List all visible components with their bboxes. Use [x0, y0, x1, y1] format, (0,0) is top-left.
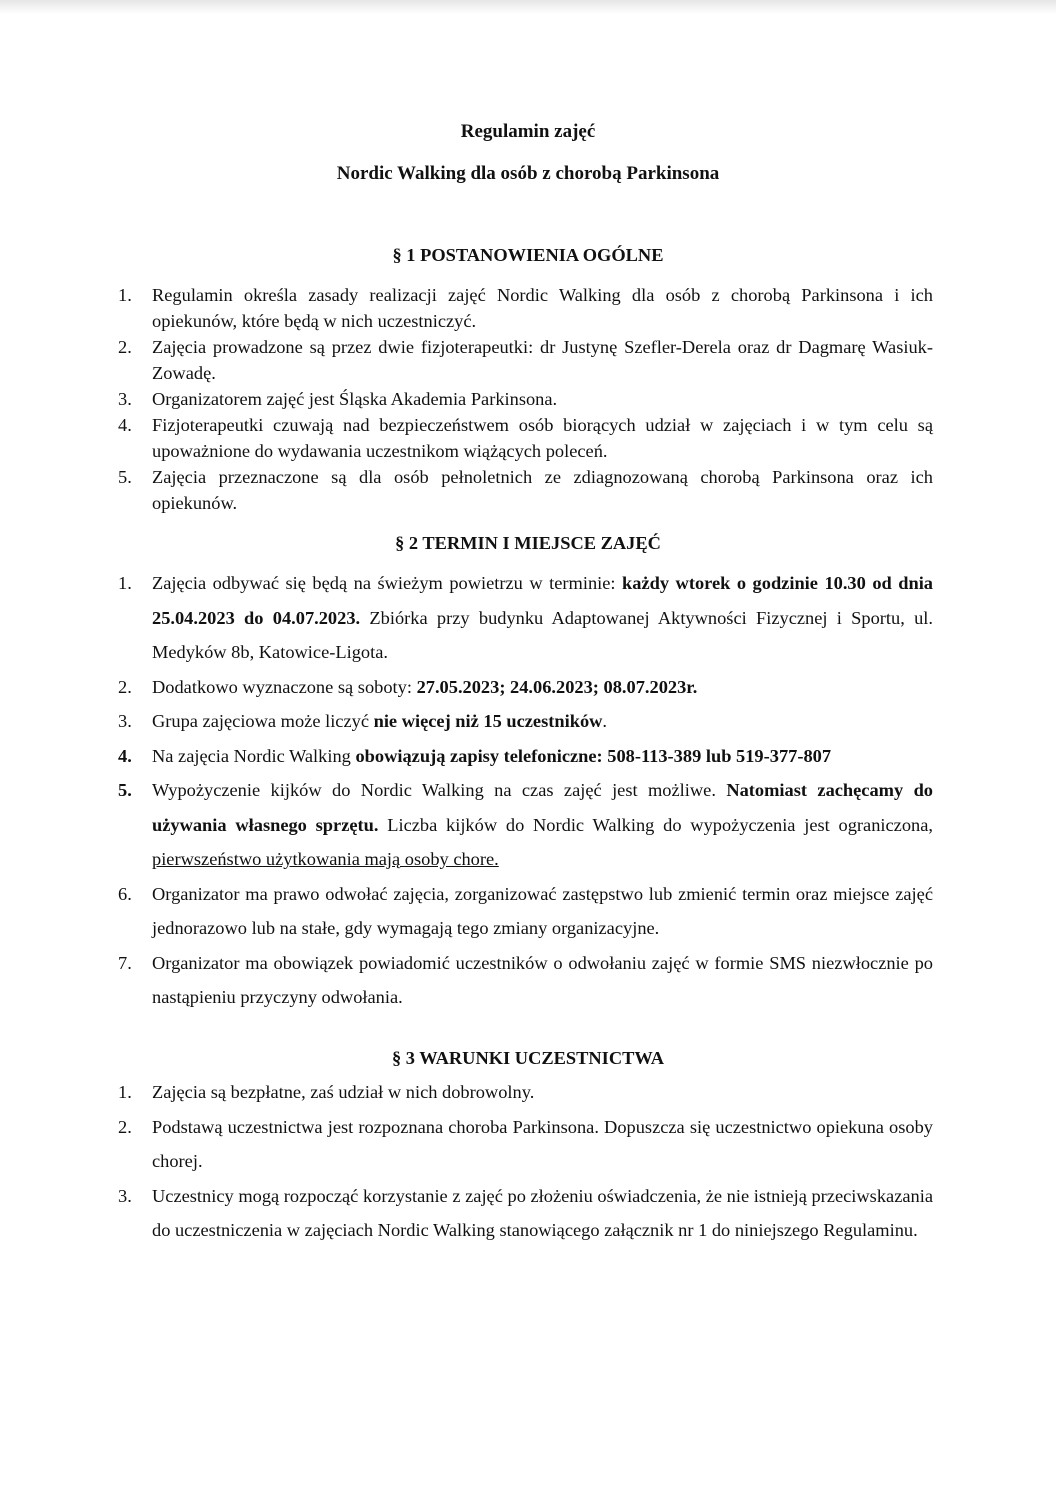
item-text: Podstawą uczestnictwa jest rozpoznana choroba Parkinsona. Dopuszcza się uczestnictwo opiekuna osoby chorej.: [152, 1116, 933, 1171]
list-item: [0, 464, 933, 516]
item-number: 3.: [118, 1185, 132, 1206]
item-text: Grupa zajęciowa może liczyć: [152, 711, 374, 731]
item-underlined-text: pierwszeństwo użytkowania mają osoby chore.: [152, 849, 499, 869]
list-item: [0, 386, 933, 412]
item-number: 5.: [118, 467, 132, 487]
item-text: Zajęcia przeznaczone są dla osób pełnoletnich ze zdiagnozowaną chorobą Parkinsona oraz ich opiekunów.: [152, 467, 933, 513]
item-text: Liczba kijków do Nordic Walking do wypożyczenia jest ograniczona,: [378, 814, 933, 835]
item-number: 4.: [118, 415, 132, 435]
section-2-heading: § 2 TERMIN I MIEJSCE ZAJĘĆ: [395, 533, 661, 553]
item-number: 1.: [118, 285, 132, 305]
list-item: [0, 704, 933, 739]
list-item: [0, 946, 933, 1015]
item-text: .: [602, 711, 608, 731]
document-title: Regulamin zajęć: [460, 121, 596, 142]
list-item: [0, 282, 933, 334]
list-item: [0, 877, 933, 946]
page-top-shadow: [0, 0, 1056, 14]
section-1-heading: § 1 POSTANOWIENIA OGÓLNE: [392, 245, 664, 265]
section-3-list: [0, 1075, 933, 1248]
section-1-list: [0, 282, 933, 516]
list-item: [0, 670, 933, 705]
item-number: 4.: [118, 745, 132, 766]
item-text: Organizator ma prawo odwołać zajęcia, zorganizować zastępstwo lub zmienić termin oraz miejsce zajęć jednorazowo lub na stałe, gdy wymagają tego zmiany organizacyjne.: [152, 883, 933, 938]
item-text: Na zajęcia Nordic Walking: [152, 745, 356, 766]
item-number: 1.: [118, 573, 132, 593]
item-number: 2.: [118, 1116, 132, 1137]
item-text: Organizator ma obowiązek powiadomić uczestników o odwołaniu zajęć w formie SMS niezwłocznie po nastąpieniu przyczyny odwołania.: [152, 952, 933, 1007]
item-text: Dodatkowo wyznaczone są soboty:: [152, 676, 417, 697]
item-number: 2.: [118, 337, 132, 357]
list-item: [0, 1179, 933, 1248]
item-bold-text: nie więcej niż 15 uczestników: [373, 711, 603, 731]
document-subtitle: Nordic Walking dla osób z chorobą Parkinsona: [336, 163, 720, 184]
list-item: [0, 1110, 933, 1179]
section-3-heading: § 3 WARUNKI UCZESTNICTWA: [392, 1048, 664, 1068]
item-text: Wypożyczenie kijków do Nordic Walking na czas zajęć jest możliwe.: [152, 780, 727, 800]
list-item: [0, 334, 933, 386]
item-text: Fizjoterapeutki czuwają nad bezpieczeństwem osób biorących udział w zajęciach i w tym celu są upoważnione do wydawania uczestnikom wiążących poleceń.: [152, 415, 933, 461]
item-text: Zajęcia prowadzone są przez dwie fizjoterapeutki: dr Justynę Szefler-Derela oraz dr Dagmarę Wasiuk-Zowadę.: [152, 337, 933, 383]
list-item: [0, 773, 933, 877]
list-item: [0, 412, 933, 464]
item-text: Organizatorem zajęć jest Śląska Akademia Parkinsona.: [152, 389, 558, 409]
item-number: 5.: [118, 780, 132, 800]
item-bold-text: obowiązują zapisy telefoniczne: 508-113-389 lub 519-377-807: [355, 745, 832, 766]
item-text: Regulamin określa zasady realizacji zajęć Nordic Walking dla osób z chorobą Parkinsona i ich opiekunów, które będą w nich uczestniczyć.: [152, 285, 933, 331]
item-number: 6.: [118, 883, 132, 904]
item-text: Zajęcia odbywać się będą na świeżym powietrzu w terminie:: [152, 573, 623, 593]
item-text: Zbiórka przy budynku Adaptowanej Aktywności Fizycznej i Sportu, ul. Medyków 8b, Katowice-Ligota.: [152, 607, 934, 662]
section-2-list: [0, 566, 933, 1015]
item-number: 3.: [118, 389, 132, 409]
list-item: [0, 1075, 933, 1110]
list-item: [0, 566, 933, 670]
item-bold-text: 27.05.2023; 24.06.2023; 08.07.2023r.: [416, 676, 698, 697]
list-item: [0, 739, 933, 774]
item-bold-text: każdy wtorek o godzinie 10.30 od dnia 25.04.2023 do 04.07.2023.: [152, 573, 934, 628]
item-number: 7.: [118, 952, 132, 973]
item-text: Zajęcia są bezpłatne, zaś udział w nich dobrowolny.: [152, 1082, 535, 1102]
item-bold-text: Natomiast zachęcamy do używania własnego sprzętu.: [152, 780, 933, 835]
item-number: 1.: [118, 1082, 132, 1102]
item-number: 3.: [118, 711, 132, 731]
item-number: 2.: [118, 676, 132, 697]
item-text: Uczestnicy mogą rozpocząć korzystanie z zajęć po złożeniu oświadczenia, że nie istnieją przeciwskazania do uczestniczenia w zajęciach Nordic Walking stanowiącego załącznik nr 1 do niniejszego Regulaminu.: [152, 1185, 933, 1240]
